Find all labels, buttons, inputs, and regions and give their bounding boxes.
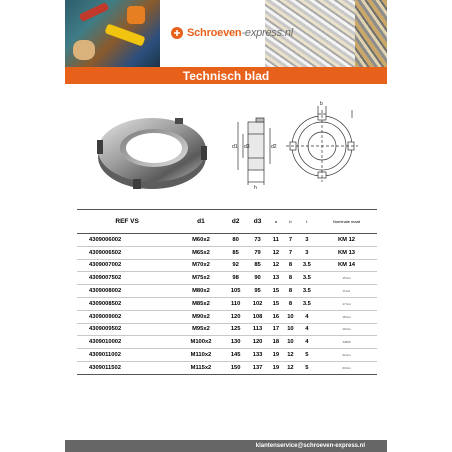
cell-nominal-size: KM 14 (316, 259, 377, 272)
table-row (77, 336, 377, 349)
brand-logo[interactable] (170, 24, 293, 42)
cell-nominal-size: % km (316, 285, 377, 298)
cell-b: 8 (283, 297, 298, 310)
cell-a: 18 (269, 336, 284, 349)
cell-a: 19 (269, 349, 284, 362)
drawing-label-h: h (254, 185, 257, 191)
cell-a: 15 (269, 297, 284, 310)
screws-photo-edge (355, 0, 387, 67)
cell-b: 7 (283, 246, 298, 259)
cell-ref: 4309009502 (77, 323, 177, 336)
cell-a: 16 (269, 310, 284, 323)
cell-t: 3 (298, 234, 316, 247)
spec-table (77, 209, 377, 375)
cell-t: 5 (298, 361, 316, 374)
cell-ref: 4309010002 (77, 336, 177, 349)
cell-t: 4 (298, 323, 316, 336)
cell-d3: 90 (247, 272, 269, 285)
cell-nominal-size: 19 km (316, 323, 377, 336)
cell-b: 8 (283, 285, 298, 298)
cell-ref: 4309006002 (77, 234, 177, 247)
drawing-label-d1: d1 (232, 144, 238, 150)
cell-b: 12 (283, 349, 298, 362)
cell-d3: 120 (247, 336, 269, 349)
cell-d2: 145 (225, 349, 247, 362)
cell-d1: M60x2 (177, 234, 224, 247)
table-row (77, 361, 377, 374)
table-header-row (77, 210, 377, 234)
table-row (77, 246, 377, 259)
col-header-a: a (269, 210, 284, 234)
page-title: Technisch blad (182, 68, 270, 83)
table-row (77, 285, 377, 298)
table-row (77, 272, 377, 285)
table-row (77, 349, 377, 362)
cell-d1: M90x2 (177, 310, 224, 323)
cell-ref: 4309007502 (77, 272, 177, 285)
cell-a: 15 (269, 285, 284, 298)
cell-b: 8 (283, 272, 298, 285)
cell-b: 12 (283, 361, 298, 374)
cell-ref: 4309011502 (77, 361, 177, 374)
cell-d3: 102 (247, 297, 269, 310)
drawing-label-d3: d3 (244, 144, 250, 150)
cell-a: 12 (269, 259, 284, 272)
slotted-nut-photo (95, 110, 210, 192)
cell-d1: M115x2 (177, 361, 224, 374)
cell-t: 5 (298, 349, 316, 362)
cell-b: 10 (283, 323, 298, 336)
cell-nominal-size: 22 km (316, 349, 377, 362)
cell-t: 3.5 (298, 272, 316, 285)
cell-d2: 150 (225, 361, 247, 374)
cell-d1: M100x2 (177, 336, 224, 349)
cell-d2: 98 (225, 272, 247, 285)
cell-d3: 137 (247, 361, 269, 374)
cell-b: 10 (283, 310, 298, 323)
cell-ref: 4309008002 (77, 285, 177, 298)
header-banner (65, 0, 387, 67)
cell-ref: 4309008502 (77, 297, 177, 310)
brand-suffix-text: -express.nl (241, 27, 294, 39)
cell-a: 11 (269, 234, 284, 247)
cell-d2: 125 (225, 323, 247, 336)
cell-d1: M110x2 (177, 349, 224, 362)
cell-d3: 73 (247, 234, 269, 247)
cell-d3: 133 (247, 349, 269, 362)
cell-d1: M95x2 (177, 323, 224, 336)
cell-d2: 105 (225, 285, 247, 298)
cell-d3: 85 (247, 259, 269, 272)
cell-a: 19 (269, 361, 284, 374)
col-header-d3: d3 (247, 210, 269, 234)
col-header-ref: REF VS (77, 210, 177, 234)
cell-nominal-size: KM 12 (316, 234, 377, 247)
cell-t: 3.5 (298, 297, 316, 310)
cell-nominal-size: KM 13 (316, 246, 377, 259)
cell-t: 3.5 (298, 285, 316, 298)
cell-d1: M70x2 (177, 259, 224, 272)
brand-logo-icon (170, 26, 184, 40)
cell-d3: 79 (247, 246, 269, 259)
table-row (77, 234, 377, 247)
table-row (77, 310, 377, 323)
customer-service-email-link[interactable]: klantenservice@schroeven-express.nl (255, 443, 365, 449)
col-header-d1: d1 (177, 210, 224, 234)
cell-d2: 80 (225, 234, 247, 247)
cell-ref: 4309006502 (77, 246, 177, 259)
tools-photo (65, 0, 160, 67)
table-row (77, 297, 377, 310)
cell-a: 17 (269, 323, 284, 336)
technical-drawing (226, 100, 366, 192)
cell-nominal-size: 18 km (316, 310, 377, 323)
cell-d2: 110 (225, 297, 247, 310)
footer-bar (65, 440, 387, 452)
cell-d1: M75x2 (177, 272, 224, 285)
cell-d3: 95 (247, 285, 269, 298)
cell-d3: 113 (247, 323, 269, 336)
cell-d3: 108 (247, 310, 269, 323)
cell-nominal-size: 15 km (316, 272, 377, 285)
col-header-b: b (283, 210, 298, 234)
cell-d2: 85 (225, 246, 247, 259)
cell-b: 10 (283, 336, 298, 349)
cell-d1: M65x2 (177, 246, 224, 259)
cell-nominal-size: 17 km (316, 297, 377, 310)
title-bar (65, 67, 387, 84)
cell-a: 13 (269, 272, 284, 285)
drawing-label-b: b (320, 101, 323, 107)
cell-t: 4 (298, 310, 316, 323)
brand-main-text: Schroeven (187, 27, 242, 39)
cell-b: 8 (283, 259, 298, 272)
col-header-nominal-size: Nominale maat (316, 210, 377, 234)
cell-t: 4 (298, 336, 316, 349)
col-header-t: t (298, 210, 316, 234)
cell-d1: M80x2 (177, 285, 224, 298)
cell-ref: 4309011002 (77, 349, 177, 362)
table-row (77, 259, 377, 272)
drawing-label-d2: d2 (271, 144, 277, 150)
cell-t: 3.5 (298, 259, 316, 272)
col-header-d2: d2 (225, 210, 247, 234)
cell-ref: 4309007002 (77, 259, 177, 272)
cell-b: 7 (283, 234, 298, 247)
cell-d2: 130 (225, 336, 247, 349)
cell-nominal-size: KM20 (316, 336, 377, 349)
cell-d2: 92 (225, 259, 247, 272)
cell-nominal-size: 23 km (316, 361, 377, 374)
cell-ref: 4309009002 (77, 310, 177, 323)
table-row (77, 323, 377, 336)
cell-d2: 120 (225, 310, 247, 323)
cell-t: 3 (298, 246, 316, 259)
cell-d1: M85x2 (177, 297, 224, 310)
cell-a: 12 (269, 246, 284, 259)
